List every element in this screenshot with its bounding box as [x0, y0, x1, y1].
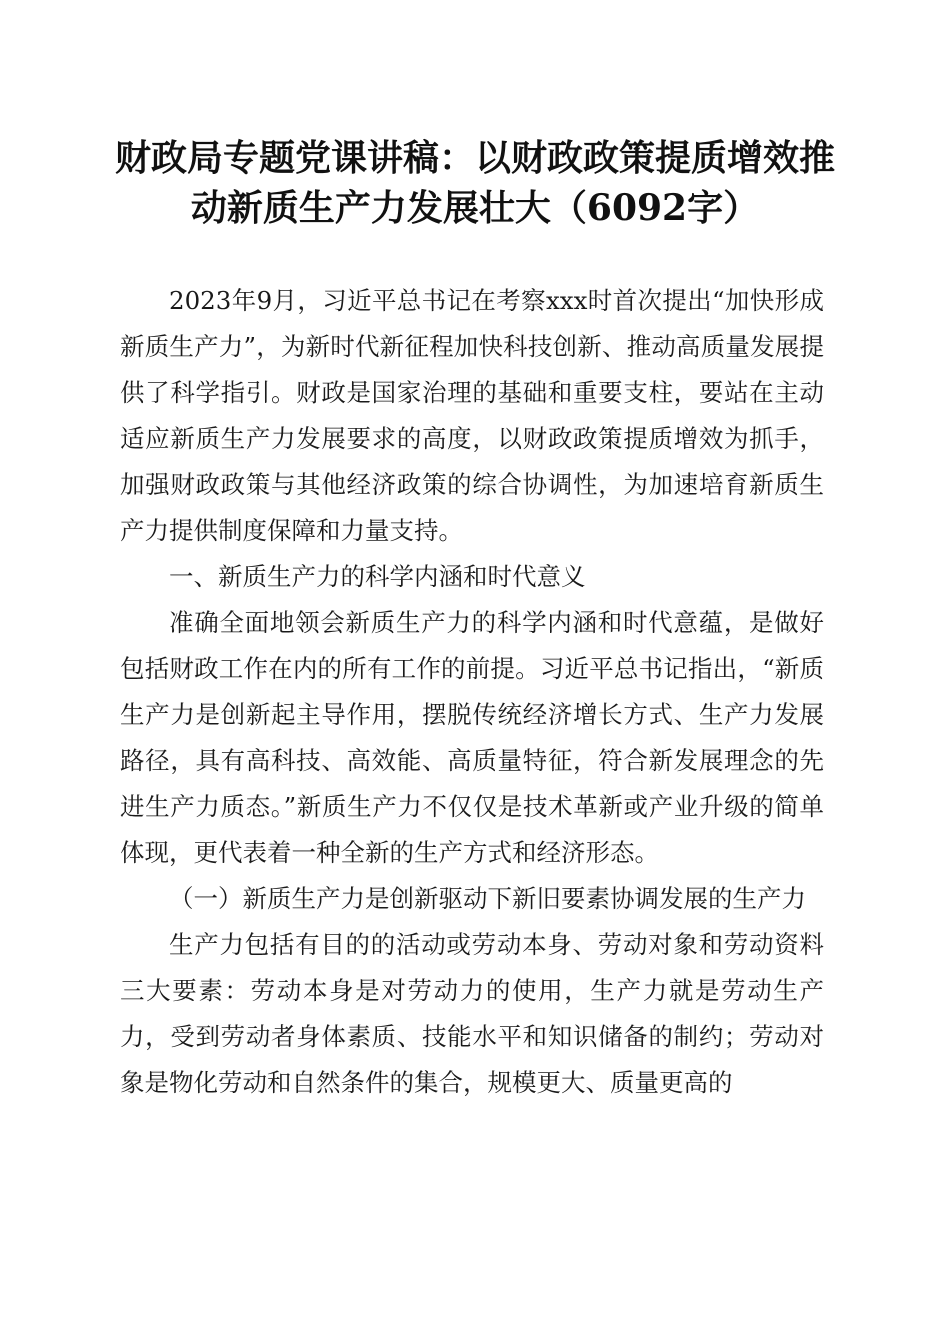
- paragraph-intro: 2023年9月，习近平总书记在考察xxx时首次提出“加快形成新质生产力”，为新时代新征程加快科技创新、推动高质量发展提供了科学指引。财政是国家治理的基础和重要支柱，要站在主动适应新质生产力发展要求的高度，以财政政策提质增效为抓手，加强财政政策与其他经济政策的综合协调性，为加速培育新质生产力提供制度保障和力量支持。: [120, 286, 824, 545]
- document-body: [120, 278, 824, 1106]
- document-title-line-2: 动新质生产力发展壮大（6092字）: [190, 187, 760, 229]
- section-heading-1: 一、新质生产力的科学内涵和时代意义: [169, 562, 586, 591]
- subsection-heading-1: （一）新质生产力是创新驱动下新旧要素协调发展的生产力: [169, 884, 806, 913]
- paragraph-section-1: 准确全面地领会新质生产力的科学内涵和时代意蕴，是做好包括财政工作在内的所有工作的前提。习近平总书记指出，“新质生产力是创新起主导作用，摆脱传统经济增长方式、生产力发展路径，具有高科技、高效能、高质量特征，符合新发展理念的先进生产力质态。”新质生产力不仅仅是技术革新或产业升级的简单体现，更代表着一种全新的生产方式和经济形态。: [120, 608, 824, 867]
- document-title-line-1: 财政局专题党课讲稿：以财政政策提质增效推: [114, 137, 835, 179]
- document-title: [90, 133, 860, 233]
- paragraph-subsection-1: 生产力包括有目的的活动或劳动本身、劳动对象和劳动资料三大要素：劳动本身是对劳动力的使用，生产力就是劳动生产力，受到劳动者身体素质、技能水平和知识储备的制约；劳动对象是物化劳动和自然条件的集合，规模更大、质量更高的: [120, 930, 824, 1097]
